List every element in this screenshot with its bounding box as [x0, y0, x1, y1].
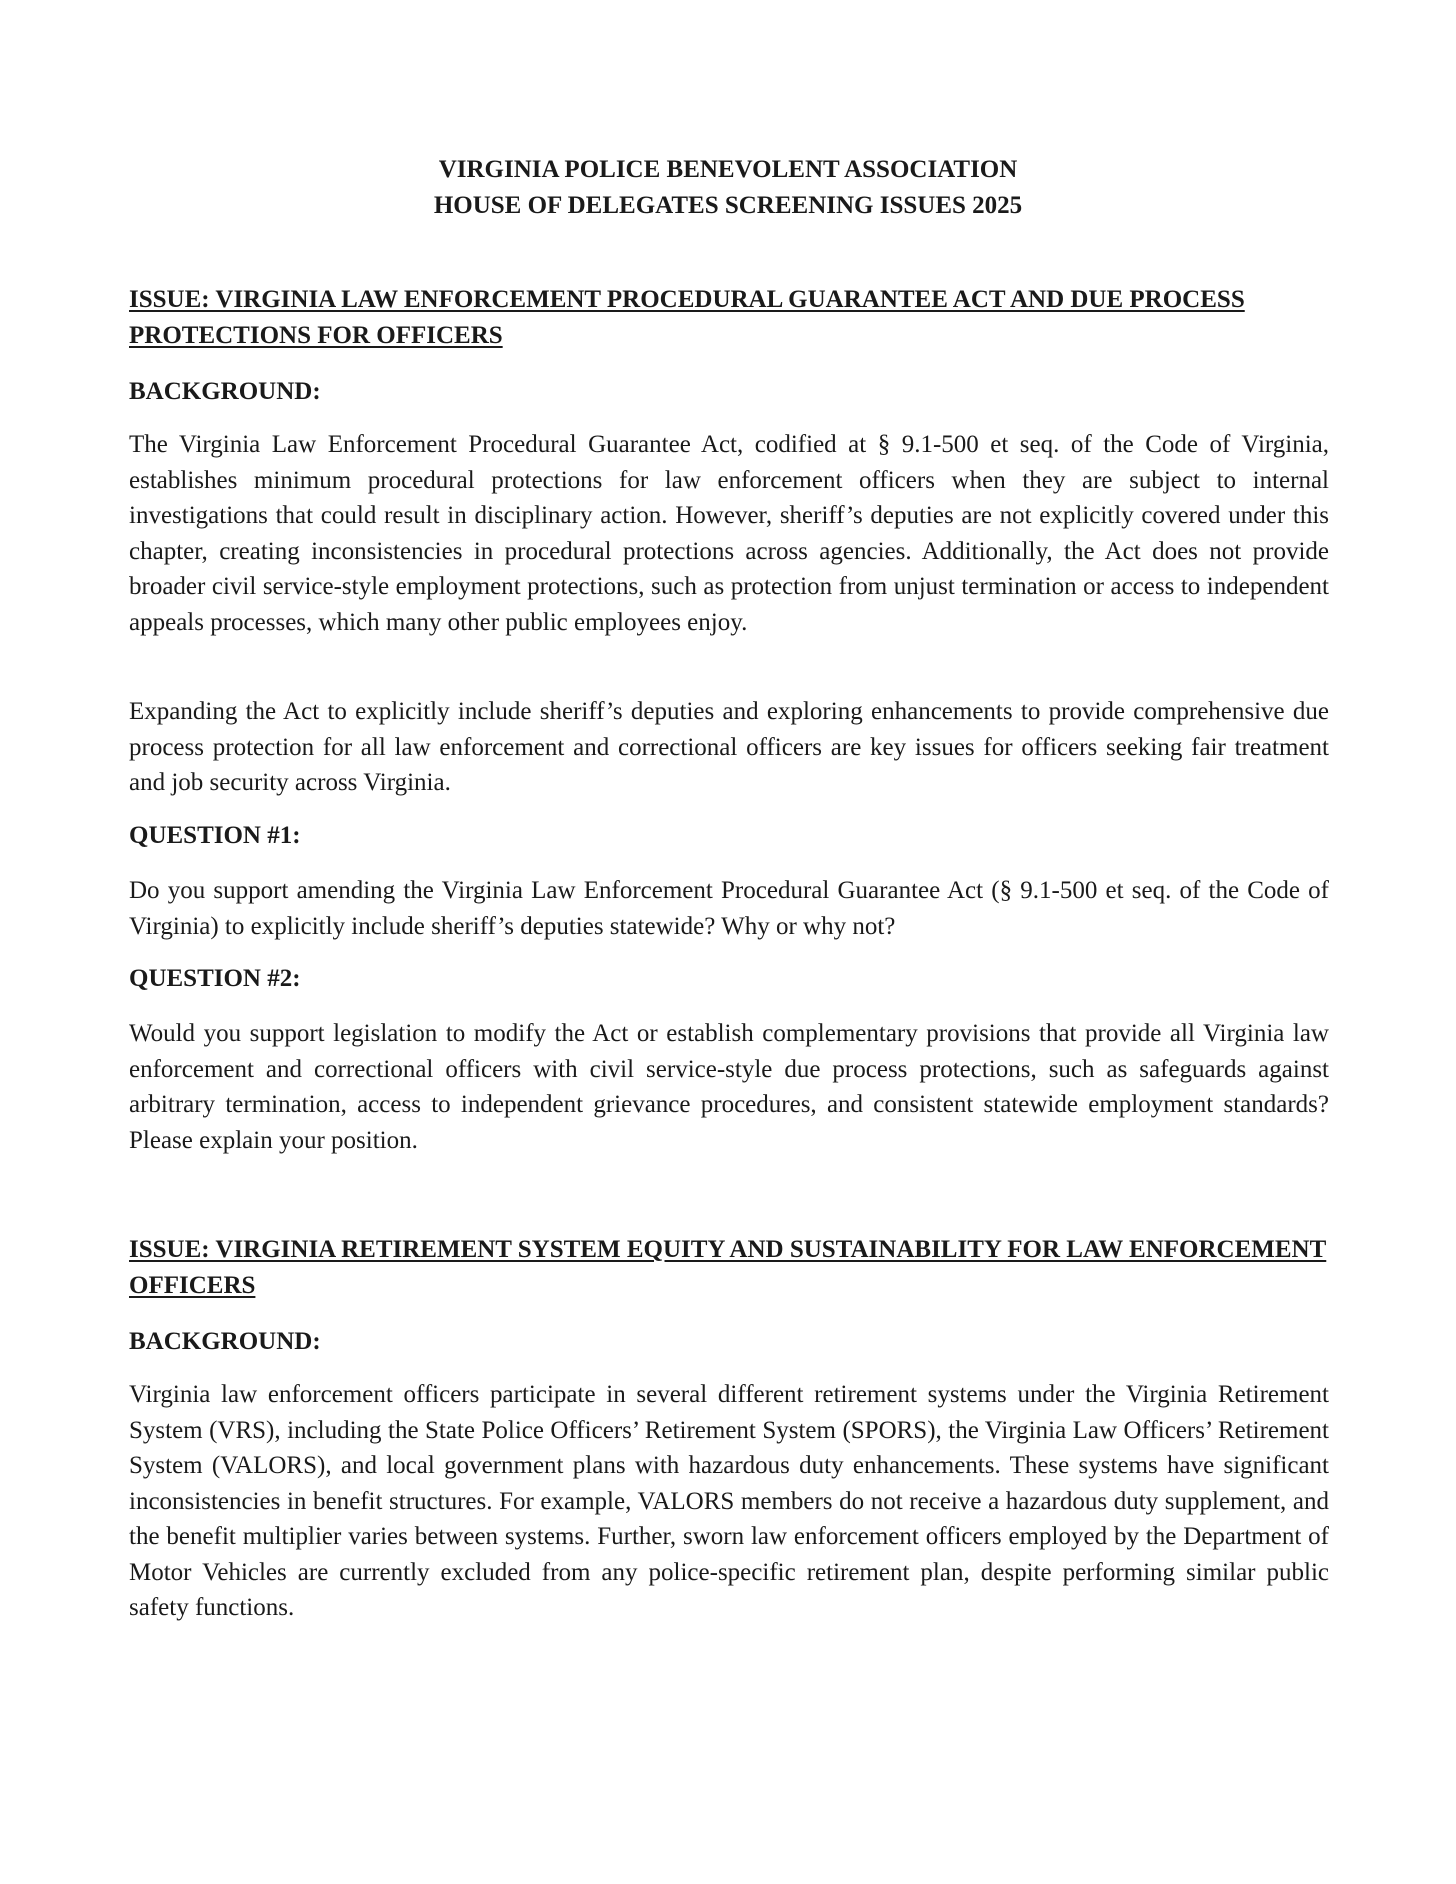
- title-line-1: VIRGINIA POLICE BENEVOLENT ASSOCIATION: [438, 156, 1018, 183]
- issue-1-background-paragraph-2: Expanding the Act to explicitly include sheriff’s deputies and exploring enhancements to provide comprehensive due process protection for all law enforcement and correctional officers are key issues for officers seeking fair treatment and job security across Virginia.: [129, 698, 1329, 796]
- question-1-text: Do you support amending the Virginia Law Enforcement Procedural Guarantee Act (§ 9.1-500 et seq. of the Code of Virginia) to explicitly include sheriff’s deputies statewide? Why or why not?: [129, 877, 1329, 940]
- question-2-label: QUESTION #2:: [129, 965, 301, 992]
- issue-1-background-paragraph-1: The Virginia Law Enforcement Procedural Guarantee Act, codified at § 9.1-500 et seq. of the Code of Virginia, establishes minimum procedural protections for law enforcement officers when they are subject to internal investigations that could result in disciplinary action. However, sheriff’s deputies are not explicitly covered under this chapter, creating inconsistencies in procedural protections across agencies. Additionally, the Act does not provide broader civil service-style employment protections, such as protection from unjust termination or access to independent appeals processes, which many other public employees enjoy.: [129, 431, 1329, 636]
- issue-2-heading: ISSUE: VIRGINIA RETIREMENT SYSTEM EQUITY AND SUSTAINABILITY FOR LAW ENFORCEMENT OFFICERS: [129, 1236, 1327, 1299]
- issue-2-background-label-block: [129, 1324, 1329, 1360]
- issue-2-background-p1-block: [129, 1377, 1329, 1626]
- question-2-text-block: [129, 1016, 1329, 1158]
- question-1-text-block: [129, 873, 1329, 944]
- issue-1-background-label-block: [129, 374, 1329, 410]
- issue-1-background-p1-block: [129, 427, 1329, 640]
- question-2-label-block: [129, 961, 1329, 997]
- issue-1-background-label: BACKGROUND:: [129, 378, 321, 405]
- issue-1-heading: ISSUE: VIRGINIA LAW ENFORCEMENT PROCEDURAL GUARANTEE ACT AND DUE PROCESS PROTECTIONS FOR OFFICERS: [129, 286, 1245, 349]
- title-line-2: HOUSE OF DELEGATES SCREENING ISSUES 2025: [433, 192, 1023, 219]
- question-1-label-block: [129, 818, 1329, 854]
- issue-2-heading-block: [129, 1232, 1329, 1304]
- question-1-label: QUESTION #1:: [129, 822, 301, 849]
- issue-2-background-paragraph-1: Virginia law enforcement officers participate in several different retirement systems under the Virginia Retirement System (VRS), including the State Police Officers’ Retirement System (SPORS), the Virginia Law Officers’ Retirement System (VALORS), and local government plans with hazardous duty enhancements. These systems have significant inconsistencies in benefit structures. For example, VALORS members do not receive a hazardous duty supplement, and the benefit multiplier varies between systems. Further, sworn law enforcement officers employed by the Department of Motor Vehicles are currently excluded from any police-specific retirement plan, despite performing similar public safety functions.: [129, 1381, 1329, 1621]
- issue-2-background-label: BACKGROUND:: [129, 1328, 321, 1355]
- issue-1-heading-block: [129, 282, 1329, 354]
- issue-1-background-p2-block: [129, 694, 1329, 801]
- question-2-text: Would you support legislation to modify the Act or establish complementary provisions that provide all Virginia law enforcement and correctional officers with civil service-style due process protections, such as safeguards against arbitrary termination, access to independent grievance procedures, and consistent statewide employment standards? Please explain your position.: [129, 1020, 1329, 1154]
- document-title: [0, 152, 1456, 224]
